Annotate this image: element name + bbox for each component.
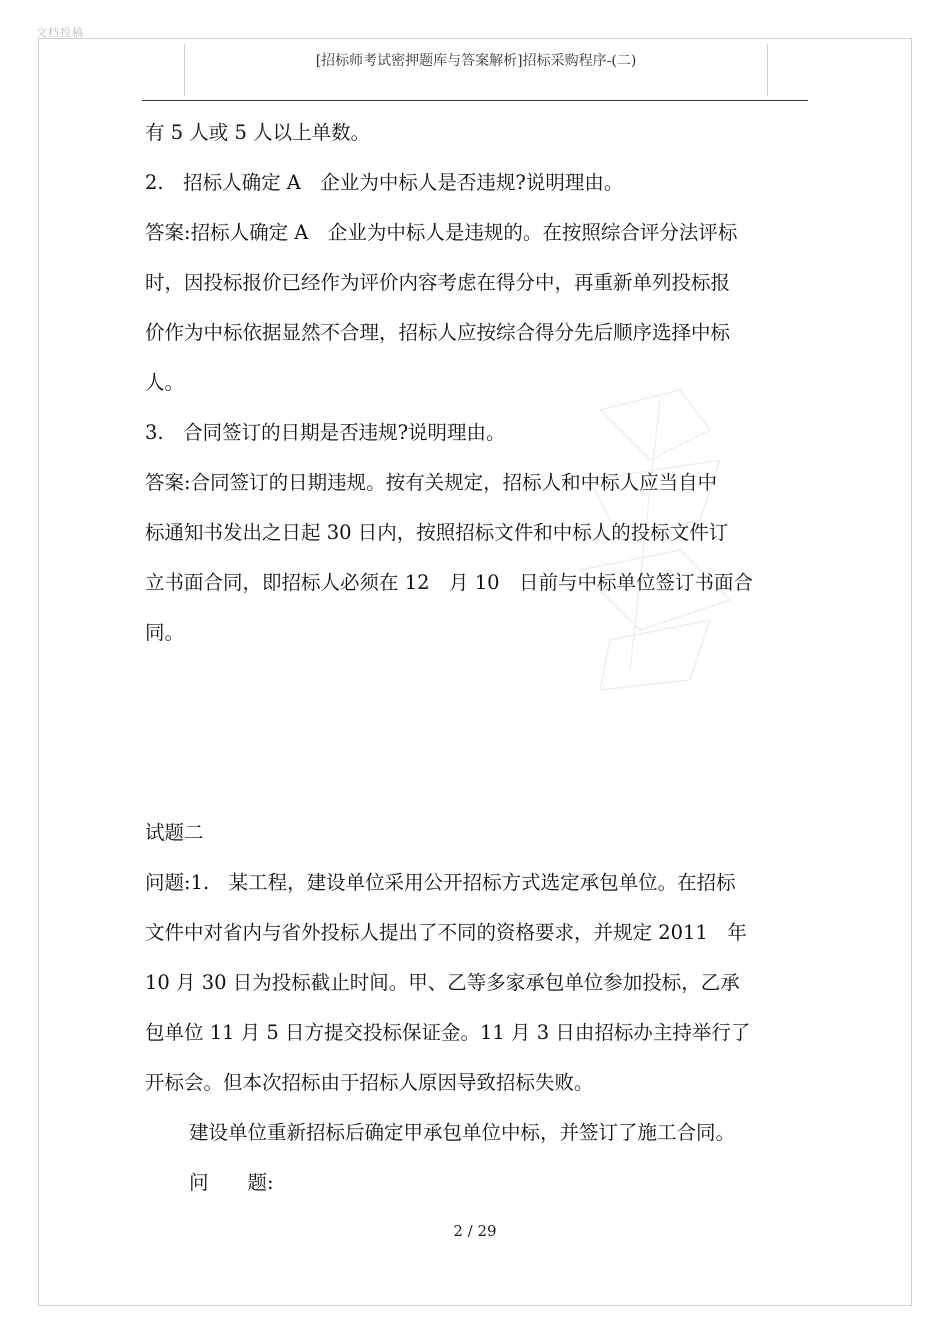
question-label: 问 题: (189, 1171, 274, 1194)
text-line: 建设单位重新招标后确定甲承包单位中标，并签订了施工合同。 (189, 1121, 736, 1144)
text-line: 时，因投标报价已经作为评价内容考虑在得分中，再重新单列投标报 (145, 271, 731, 294)
text-line: 人。 (145, 371, 185, 394)
header-divider (142, 100, 808, 101)
document-title: [招标师考试密押题库与答案解析]招标采购程序-(二) (315, 53, 637, 69)
text-line: 价作为中标依据显然不合理，招标人应按综合得分先后顺序选择中标 (145, 321, 731, 344)
text-line: 10 月 30 日为投标截止时间。甲、乙等多家承包单位参加投标，乙承 (145, 971, 740, 994)
question-line: 3. 合同签订的日期是否违规?说明理由。 (145, 421, 506, 444)
page-number: 2 / 29 (453, 1222, 497, 1240)
blank-space (145, 658, 809, 808)
question-line: 问题:1. 某工程，建设单位采用公开招标方式选定承包单位。在招标 (145, 871, 736, 894)
answer-line: 答案:招标人确定 A 企业为中标人是违规的。在按照综合评分法评标 (145, 221, 738, 244)
text-line: 文件中对省内与省外投标人提出了不同的资格要求，并规定 2011 年 (145, 921, 747, 944)
document-body (145, 108, 809, 1208)
text-line: 包单位 11 月 5 日方提交投标保证金。11 月 3 日由招标办主持举行了 (145, 1021, 751, 1044)
text-line: 同。 (145, 621, 185, 644)
corner-mark: 文档投稿 (36, 26, 84, 39)
text-line: 标通知书发出之日起 30 日内，按照招标文件和中标人的投标文件订 (145, 521, 729, 544)
answer-line: 答案:合同签订的日期违规。按有关规定，招标人和中标人应当自中 (145, 471, 718, 494)
text-line: 立书面合同，即招标人必须在 12 月 10 日前与中标单位签订书面合 (145, 571, 754, 594)
text-line: 有 5 人或 5 人以上单数。 (145, 121, 371, 144)
text-line: 开标会。但本次招标由于招标人原因导致招标失败。 (145, 1071, 594, 1094)
section-heading: 试题二 (145, 821, 204, 844)
question-line: 2. 招标人确定 A 企业为中标人是否违规?说明理由。 (145, 171, 624, 194)
